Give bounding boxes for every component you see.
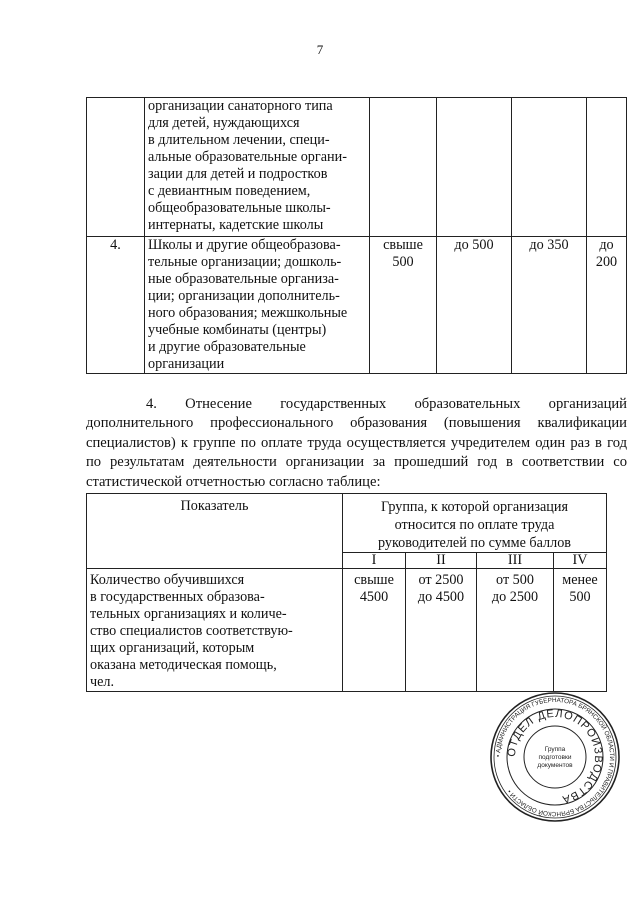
official-stamp xyxy=(488,690,622,824)
text-line: для детей, нуждающихся xyxy=(148,115,300,131)
text-line: тельных организациях и количе- xyxy=(90,606,287,622)
text-line: щих организаций, которым xyxy=(90,640,255,656)
text-line: ного образования; межшкольные xyxy=(148,305,348,321)
text-line: ство специалистов соответствую- xyxy=(90,623,293,639)
text-line: интернаты, кадетские школы xyxy=(148,217,324,233)
group-2-value: до 500 xyxy=(437,237,512,374)
text-line: тельные организации; дошколь- xyxy=(148,254,342,270)
text-line: ные образовательные организа- xyxy=(148,271,339,287)
value-line: 4500 xyxy=(359,589,389,605)
text-line: чел. xyxy=(90,674,115,690)
table-header-row xyxy=(87,494,607,553)
stamp-center-line: подготовки xyxy=(538,754,572,761)
text-line: альные образовательные органи- xyxy=(148,149,347,165)
text-line: организации xyxy=(148,356,225,372)
group-3-value: до 350 xyxy=(512,237,587,374)
text-line: организации санаторного типа xyxy=(148,98,333,114)
organization-types xyxy=(145,237,370,374)
text-line: ции; организации дополнитель- xyxy=(148,288,340,304)
groups-table-continued xyxy=(86,97,627,374)
indicator-text xyxy=(87,569,343,692)
page-number: 7 xyxy=(316,42,324,57)
table-row xyxy=(87,98,627,237)
text-line: учебные комбинаты (центры) xyxy=(148,322,327,338)
value-line: свыше xyxy=(354,572,394,588)
group-1-value xyxy=(370,98,437,237)
stamp-center-line: документов xyxy=(537,762,573,769)
table-row xyxy=(87,237,627,374)
value-line: от 500 xyxy=(496,572,534,588)
paragraph-4: 4. Отнесение государственных образовательных организаций дополнительного профессионального образования (повышения квалификации специалистов) к группе по оплате труда осуществляется учредителем один раз в год по результатам деятельности организации за прошедший год в соответствии со статистической отчетностью согласно таблице: xyxy=(86,396,627,490)
text-line: в длительном лечении, специ- xyxy=(148,132,330,148)
text-line: и другие образовательные xyxy=(148,339,306,355)
stamp-middle-text: ОТДЕЛ ДЕЛОПРОИЗВОДСТВА xyxy=(505,707,605,806)
table-row xyxy=(87,569,607,692)
value-line: до 2500 xyxy=(491,589,539,605)
stamp-ring-text: • АДМИНИСТРАЦИЯ ГУБЕРНАТОРА БРЯНСКОЙ ОБЛАСТИ И ПРАВИТЕЛЬСТВА БРЯНСКОЙ ОБЛАСТИ • xyxy=(494,696,616,818)
text-line: с девиантным поведением, xyxy=(148,183,311,199)
stamp-center-line: Группа xyxy=(544,746,566,753)
header-line: Группа, к которой организация xyxy=(381,499,568,515)
text-line: оказана методическая помощь, xyxy=(90,657,277,673)
row-number xyxy=(87,98,145,237)
group-3-value xyxy=(477,569,554,692)
group-3-value xyxy=(512,98,587,237)
text-line: Школы и другие общеобразова- xyxy=(148,237,341,253)
value-line: 500 xyxy=(569,589,591,605)
text-line: общеобразовательные школы- xyxy=(148,200,331,216)
group-header xyxy=(343,494,607,553)
value-line: до 4500 xyxy=(417,589,465,605)
text-line: в государственных образова- xyxy=(90,589,265,605)
value-line: от 2500 xyxy=(418,572,464,588)
header-line: относится по оплате труда xyxy=(394,517,555,533)
training-indicator-table xyxy=(86,493,607,692)
group-4-value xyxy=(587,98,627,237)
organization-types xyxy=(145,98,370,237)
group-1-value xyxy=(343,569,406,692)
value-line: менее xyxy=(562,572,598,588)
group-1-value: свыше 500 xyxy=(370,237,437,374)
group-label: II xyxy=(406,553,477,569)
text-line: зации для детей и подростков xyxy=(148,166,328,182)
group-4-value: до 200 xyxy=(587,237,627,374)
group-label: III xyxy=(477,553,554,569)
indicator-header: Показатель xyxy=(87,494,343,569)
group-2-value xyxy=(406,569,477,692)
group-4-value xyxy=(554,569,607,692)
group-label: IV xyxy=(554,553,607,569)
text-line: Количество обучившихся xyxy=(90,572,245,588)
header-line: руководителей по сумме баллов xyxy=(377,535,572,551)
row-number: 4. xyxy=(87,237,145,374)
group-label: I xyxy=(343,553,406,569)
group-2-value xyxy=(437,98,512,237)
